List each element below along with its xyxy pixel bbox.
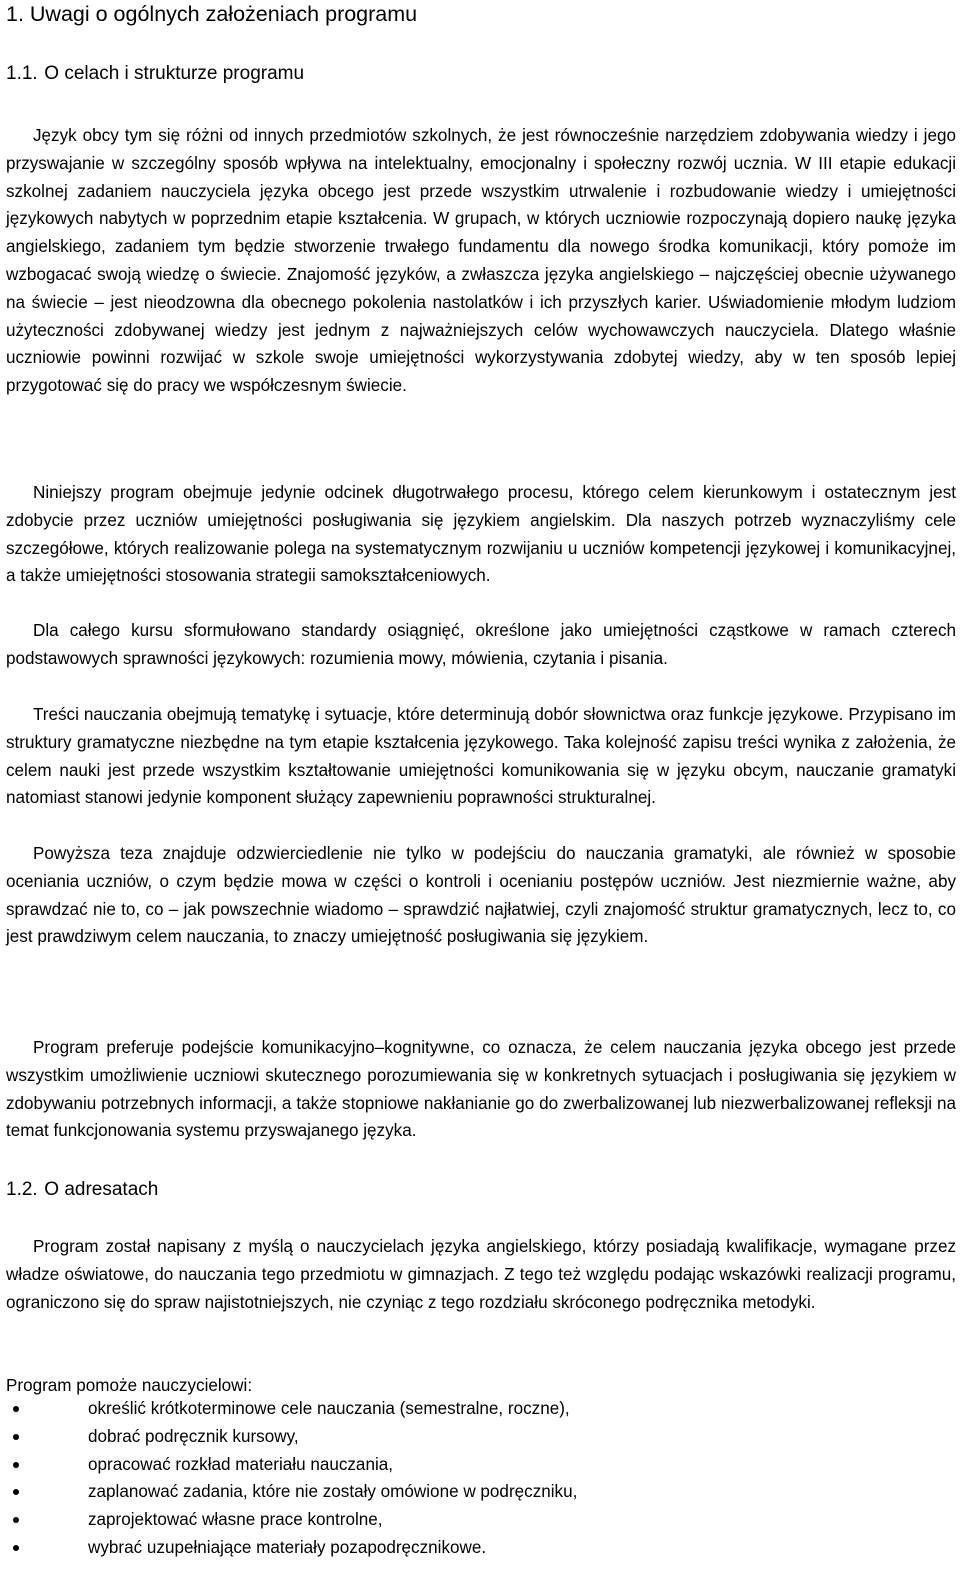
paragraph: Program preferuje podejście komunikacyjno–kognitywne, co oznacza, że celem nauczania języka obcego jest przede wszystkim umożliwienie uczniowi skutecznego porozumiewania się w konkretnych sytuacjach i posługiwania się językiem w zdobywaniu potrzebnych informacji, a także stopniowe nakłanianie go do zwerbalizowanej lub niezwerbalizowanej refleksji na temat funkcjonowania systemu przyswajanego języka. bbox=[6, 1038, 956, 1141]
section-title: O adresatach bbox=[44, 1179, 159, 1200]
list-item bbox=[0, 1451, 960, 1479]
list-item-text: zaprojektować własne prace kontrolne, bbox=[88, 1510, 383, 1530]
list-item bbox=[0, 1423, 960, 1451]
paragraph: Dla całego kursu sformułowano standardy osiągnięć, określone jako umiejętności cząstkowe w ramach czterech podstawowych sprawności językowych: rozumienia mowy, mówienia, czytania i pisania. bbox=[6, 621, 956, 668]
bullet-icon bbox=[13, 1517, 19, 1523]
paragraph: Niniejszy program obejmuje jedynie odcinek długotrwałego procesu, którego celem kierunkowym i ostatecznym jest zdobycie przez uczniów umiejętności posługiwania się językiem angielskim. Dla naszych potrzeb wyznaczyliśmy cele szczegółowe, których realizowanie polega na systematycznym rozwijaniu u uczniów kompetencji językowej i komunikacyjnej, a także umiejętności stosowania strategii samokształceniowych. bbox=[6, 483, 956, 586]
section-number: 1.2. bbox=[6, 1179, 38, 1200]
list-item bbox=[0, 1506, 960, 1534]
paragraph: Program został napisany z myślą o nauczycielach języka angielskiego, którzy posiadają kwalifikacje, wymagane przez władze oświatowe, do nauczania tego przedmiotu w gimnazjach. Z tego też względu podając wskazówki realizacji programu, ograniczono się do spraw najistotniejszych, nie czyniąc z tego rozdziału skróconego podręcznika metodyki. bbox=[6, 1237, 956, 1312]
bullet-icon bbox=[13, 1545, 19, 1551]
list-intro: Program pomoże nauczycielowi: bbox=[6, 1376, 253, 1395]
bullet-icon bbox=[13, 1406, 19, 1412]
bullet-icon bbox=[13, 1462, 19, 1468]
list-item bbox=[0, 1478, 960, 1506]
bullet-icon bbox=[13, 1489, 19, 1495]
chapter-heading: 1. Uwagi o ogólnych założeniach programu bbox=[6, 2, 418, 26]
list-item-text: określić krótkoterminowe cele nauczania (semestralne, roczne), bbox=[88, 1399, 570, 1418]
list-item-text: wybrać uzupełniające materiały pozapodręcznikowe. bbox=[88, 1537, 487, 1557]
list-item bbox=[0, 1395, 960, 1423]
paragraph: Treści nauczania obejmują tematykę i sytuacje, które determinują dobór słownictwa oraz funkcje językowe. Przypisano im struktury gramatyczne niezbędne na tym etapie kształcenia językowego. Taka kolejność zapisu treści wynika z założenia, że celem nauki jest przede wszystkim kształtowanie umiejętności komunikowania się w języku obcym, nauczanie gramatyki natomiast stanowi jedynie komponent służący zapewnieniu poprawności strukturalnej. bbox=[6, 705, 956, 808]
list-item-text: dobrać podręcznik kursowy, bbox=[88, 1426, 299, 1446]
section-heading-1-2 bbox=[6, 1177, 158, 1203]
paragraph: Język obcy tym się różni od innych przedmiotów szkolnych, że jest równocześnie narzędziem zdobywania wiedzy i jego przyswajanie w szczególny sposób wpływa na intelektualny, emocjonalny i społeczny rozwój ucznia. W III etapie edukacji szkolnej zadaniem nauczyciela języka obcego jest przede wszystkim utrwalenie i rozbudowanie wiedzy i umiejętności językowych nabytych w poprzednim etapie kształcenia. W grupach, w których uczniowie rozpoczynają dopiero naukę języka angielskiego, zadaniem tym będzie stworzenie trwałego fundamentu dla nowego środka komunikacji, który pomoże im wzbogacać swoją wiedzę o świecie. Znajomość języków, a zwłaszcza języka angielskiego – najczęściej obecnie używanego na świecie – jest nieodzowna dla obecnego pokolenia nastolatków i ich przyszłych karier. Uświadomienie młodym ludziom użyteczności zdobywanej wiedzy jest jednym z najważniejszych celów wychowawczych nauczyciela. Dlatego właśnie uczniowie powinni rozwijać w szkole swoje umiejętności wykorzystywania zdobytej wiedzy, aby w ten sposób lepiej przygotować się do pracy we współczesnym świecie. bbox=[6, 126, 956, 396]
bullet-icon bbox=[13, 1434, 19, 1440]
list-item-text: zaplanować zadania, które nie zostały omówione w podręczniku, bbox=[88, 1482, 578, 1502]
section-heading-1-1 bbox=[6, 61, 304, 87]
section-title: O celach i strukturze programu bbox=[44, 63, 305, 84]
list-item-text: opracować rozkład materiału nauczania, bbox=[88, 1454, 393, 1474]
paragraph: Powyższa teza znajduje odzwierciedlenie nie tylko w podejściu do nauczania gramatyki, ale również w sposobie oceniania uczniów, o czym będzie mowa w części o kontroli i ocenianiu postępów uczniów. Jest niezmiernie ważne, aby sprawdzać nie to, co – jak powszechnie wiadomo – sprawdzić najłatwiej, czyli znajomość struktur gramatycznych, lecz to, co jest prawdziwym celem nauczania, to znaczy umiejętność posługiwania się językiem. bbox=[6, 844, 956, 947]
section-number: 1.1. bbox=[6, 63, 38, 84]
bullet-list bbox=[0, 1395, 960, 1562]
list-item bbox=[0, 1534, 960, 1562]
